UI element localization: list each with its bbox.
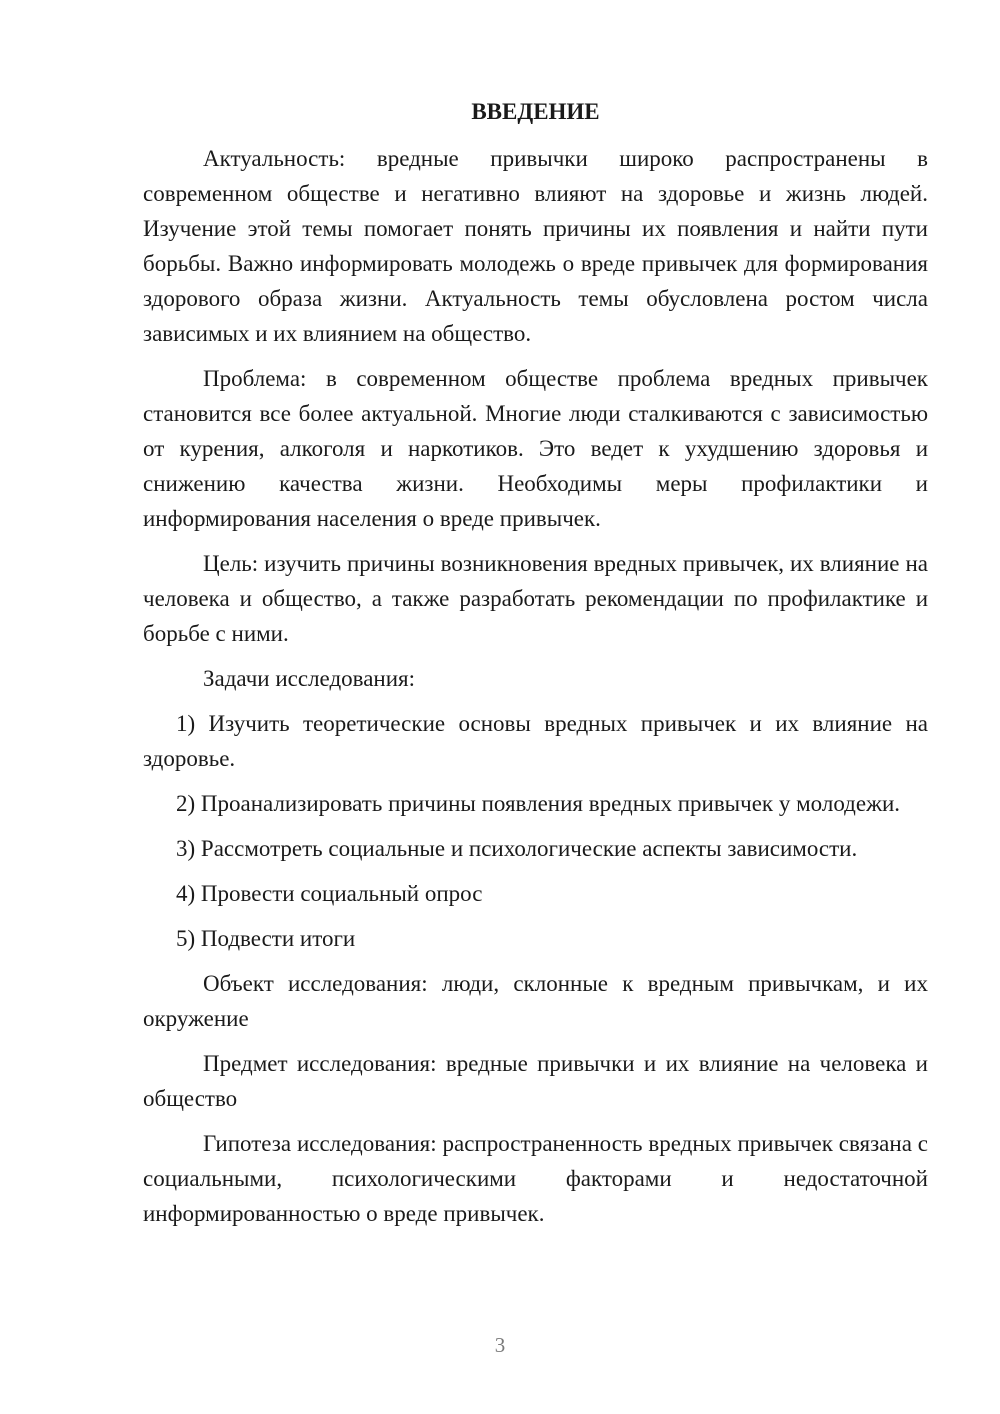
document-body xyxy=(143,141,928,1231)
hypothesis-paragraph: Гипотеза исследования: распространенность вредных привычек связана с социальными, психологическими факторами и недостаточной информированностью о вреде привычек. xyxy=(143,1131,928,1226)
task-item-5: 5) Подвести итоги xyxy=(176,926,356,951)
relevance-paragraph: Актуальность: вредные привычки широко распространены в современном обществе и негативно влияют на здоровье и жизнь людей. Изучение этой темы помогает понять причины их появления и найти пути борьбы. Важно информировать молодежь о вреде привычек для формирования здорового образа жизни. Актуальность темы обусловлена ростом числа зависимых и их влиянием на общество. xyxy=(143,146,928,346)
task-item-3: 3) Рассмотреть социальные и психологические аспекты зависимости. xyxy=(176,836,858,861)
page-number: 3 xyxy=(494,1333,506,1357)
tasks-list xyxy=(143,706,928,956)
goal-paragraph: Цель: изучить причины возникновения вредных привычек, их влияние на человека и общество, а также разработать рекомендации по профилактике и борьбе с ними. xyxy=(143,551,928,646)
subject-paragraph: Предмет исследования: вредные привычки и их влияние на человека и общество xyxy=(143,1051,928,1111)
problem-paragraph: Проблема: в современном обществе проблема вредных привычек становится все более актуальной. Многие люди сталкиваются с зависимостью от курения, алкоголя и наркотиков. Это ведет к ухудшению здоровья и снижению качества жизни. Необходимы меры профилактики и информирования населения о вреде привычек. xyxy=(143,366,928,531)
object-paragraph: Объект исследования: люди, склонные к вредным привычкам, и их окружение xyxy=(143,971,928,1031)
task-item-1: 1) Изучить теоретические основы вредных привычек и их влияние на здоровье. xyxy=(143,711,928,771)
section-title: ВВЕДЕНИЕ xyxy=(471,99,600,124)
tasks-heading: Задачи исследования: xyxy=(203,666,416,691)
task-item-4: 4) Провести социальный опрос xyxy=(176,881,483,906)
task-item-2: 2) Проанализировать причины появления вредных привычек у молодежи. xyxy=(176,791,901,816)
